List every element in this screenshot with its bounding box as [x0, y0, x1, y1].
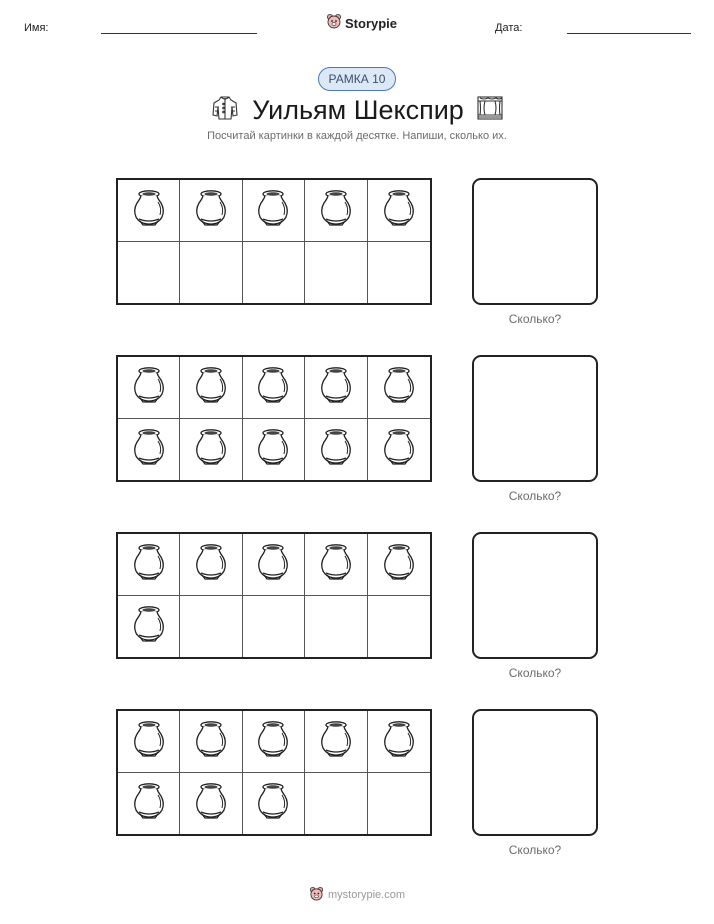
frame-cell — [243, 711, 305, 773]
frame-cell — [118, 242, 180, 304]
frame-cell — [305, 596, 367, 658]
pot-icon — [131, 365, 167, 410]
pot-icon — [255, 427, 291, 472]
how-many-label: Сколько? — [508, 312, 562, 326]
ten-frame — [116, 532, 432, 659]
pot-icon — [255, 542, 291, 587]
bear-logo-icon — [326, 13, 342, 34]
ten-frame — [116, 709, 432, 836]
answer-box[interactable] — [472, 532, 598, 659]
brand-name: Storypie — [345, 16, 398, 31]
date-line[interactable] — [567, 33, 691, 34]
frame-badge: РАМКА 10 — [318, 67, 396, 91]
title-row — [0, 93, 714, 127]
frame-cell — [243, 180, 305, 242]
frame-cell — [368, 711, 430, 773]
how-many-label: Сколько? — [508, 489, 562, 503]
frame-cell — [243, 596, 305, 658]
pot-icon — [318, 719, 354, 764]
frame-cell — [243, 534, 305, 596]
bear-logo-icon — [309, 886, 324, 904]
answer-box[interactable] — [472, 709, 598, 836]
pot-icon — [193, 188, 229, 233]
pot-icon — [381, 719, 417, 764]
frame-cell — [368, 242, 430, 304]
frame-cell — [180, 773, 242, 835]
name-line[interactable] — [101, 33, 257, 34]
theater-stage-icon — [476, 94, 504, 127]
frame-cell — [180, 357, 242, 419]
pot-icon — [193, 542, 229, 587]
ten-frame — [116, 178, 432, 305]
pot-icon — [193, 781, 229, 826]
frame-cell — [305, 357, 367, 419]
date-label: Дата: — [495, 22, 523, 34]
footer — [309, 886, 405, 904]
how-many-label: Сколько? — [508, 666, 562, 680]
pot-icon — [131, 188, 167, 233]
frame-cell — [118, 534, 180, 596]
pot-icon — [381, 365, 417, 410]
frame-cell — [368, 357, 430, 419]
frame-cell — [305, 180, 367, 242]
frame-cell — [243, 357, 305, 419]
pot-icon — [131, 719, 167, 764]
ten-frame — [116, 355, 432, 482]
frame-cell — [118, 419, 180, 481]
frame-cell — [368, 534, 430, 596]
footer-url[interactable]: mystorypie.com — [328, 889, 406, 901]
pot-icon — [131, 542, 167, 587]
frame-cell — [368, 773, 430, 835]
frame-cell — [118, 596, 180, 658]
instruction-text: Посчитай картинки в каждой десятке. Напиши, сколько их. — [207, 130, 507, 142]
answer-box[interactable] — [472, 355, 598, 482]
doublet-costume-icon — [210, 93, 240, 128]
brand-logo — [326, 13, 397, 34]
pot-icon — [131, 781, 167, 826]
frame-cell — [118, 773, 180, 835]
pot-icon — [318, 542, 354, 587]
frame-cell — [368, 596, 430, 658]
pot-icon — [193, 719, 229, 764]
pot-icon — [255, 719, 291, 764]
pot-icon — [255, 781, 291, 826]
answer-box[interactable] — [472, 178, 598, 305]
pot-icon — [131, 427, 167, 472]
pot-icon — [318, 188, 354, 233]
frame-cell — [118, 711, 180, 773]
frame-cell — [305, 773, 367, 835]
frame-cell — [180, 534, 242, 596]
frame-cell — [180, 180, 242, 242]
frame-cell — [305, 419, 367, 481]
pot-icon — [255, 365, 291, 410]
frame-cell — [180, 596, 242, 658]
frame-cell — [180, 242, 242, 304]
pot-icon — [255, 188, 291, 233]
frame-cell — [305, 242, 367, 304]
pot-icon — [381, 542, 417, 587]
frame-cell — [243, 419, 305, 481]
frame-cell — [118, 357, 180, 419]
pot-icon — [318, 365, 354, 410]
frame-cell — [305, 711, 367, 773]
pot-icon — [193, 365, 229, 410]
frame-cell — [368, 180, 430, 242]
name-label: Имя: — [24, 22, 49, 34]
page-title: Уильям Шекспир — [252, 94, 464, 125]
frame-cell — [118, 180, 180, 242]
pot-icon — [131, 604, 167, 649]
pot-icon — [193, 427, 229, 472]
frame-cell — [368, 419, 430, 481]
frame-cell — [243, 773, 305, 835]
frame-cell — [243, 242, 305, 304]
frame-cell — [305, 534, 367, 596]
pot-icon — [318, 427, 354, 472]
frame-cell — [180, 419, 242, 481]
how-many-label: Сколько? — [508, 843, 562, 857]
frame-cell — [180, 711, 242, 773]
pot-icon — [381, 427, 417, 472]
pot-icon — [381, 188, 417, 233]
